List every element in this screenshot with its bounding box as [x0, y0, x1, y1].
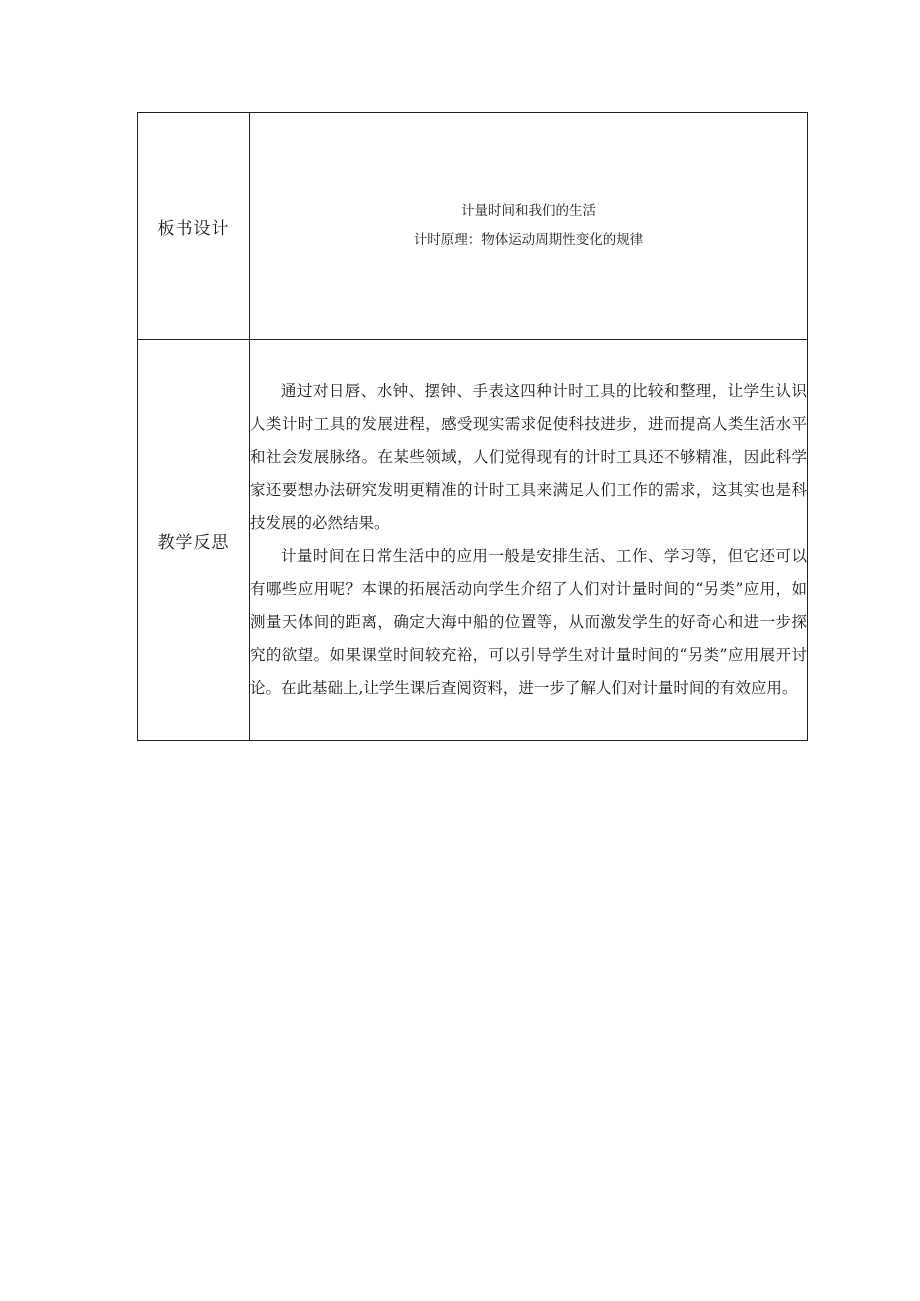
teaching-reflection-label: 教学反思 — [138, 340, 250, 741]
teaching-reflection-content — [250, 340, 808, 741]
teaching-reflection-row — [138, 340, 808, 741]
board-design-content — [250, 113, 808, 340]
board-design-row — [138, 113, 808, 340]
lesson-plan-table — [137, 112, 808, 741]
reflection-paragraph-1: 通过对日唇、水钟、摆钟、手表这四种计时工具的比较和整理，让学生认识人类计时工具的发展进程，感受现实需求促使科技进步，进而提高人类生活水平和社会发展脉络。在某些领域，人们觉得现有的计时工具还不够精准，因此科学家还要想办法研究发明更精准的计时工具来满足人们工作的需求，这其实也是科技发展的必然结果。 — [250, 382, 807, 532]
board-design-label: 板书设计 — [138, 113, 250, 340]
board-title: 计量时间和我们的生活 — [461, 203, 596, 219]
board-principle: 计时原理：物体运动周期性变化的规律 — [413, 232, 644, 248]
reflection-paragraph-2: 计量时间在日常生活中的应用一般是安排生活、工作、学习等，但它还可以有哪些应用呢？本课的拓展活动向学生介绍了人们对计量时间的“另类”应用，如测量天体间的距离，确定大海中船的位置等，从而激发学生的好奇心和进一步探究的欲望。如果课堂时间较充裕，可以引导学生对计量时间的“另类”应用展开讨论。在此基础上,让学生课后查阅资料，进一步了解人们对计量时间的有效应用。 — [250, 547, 807, 697]
